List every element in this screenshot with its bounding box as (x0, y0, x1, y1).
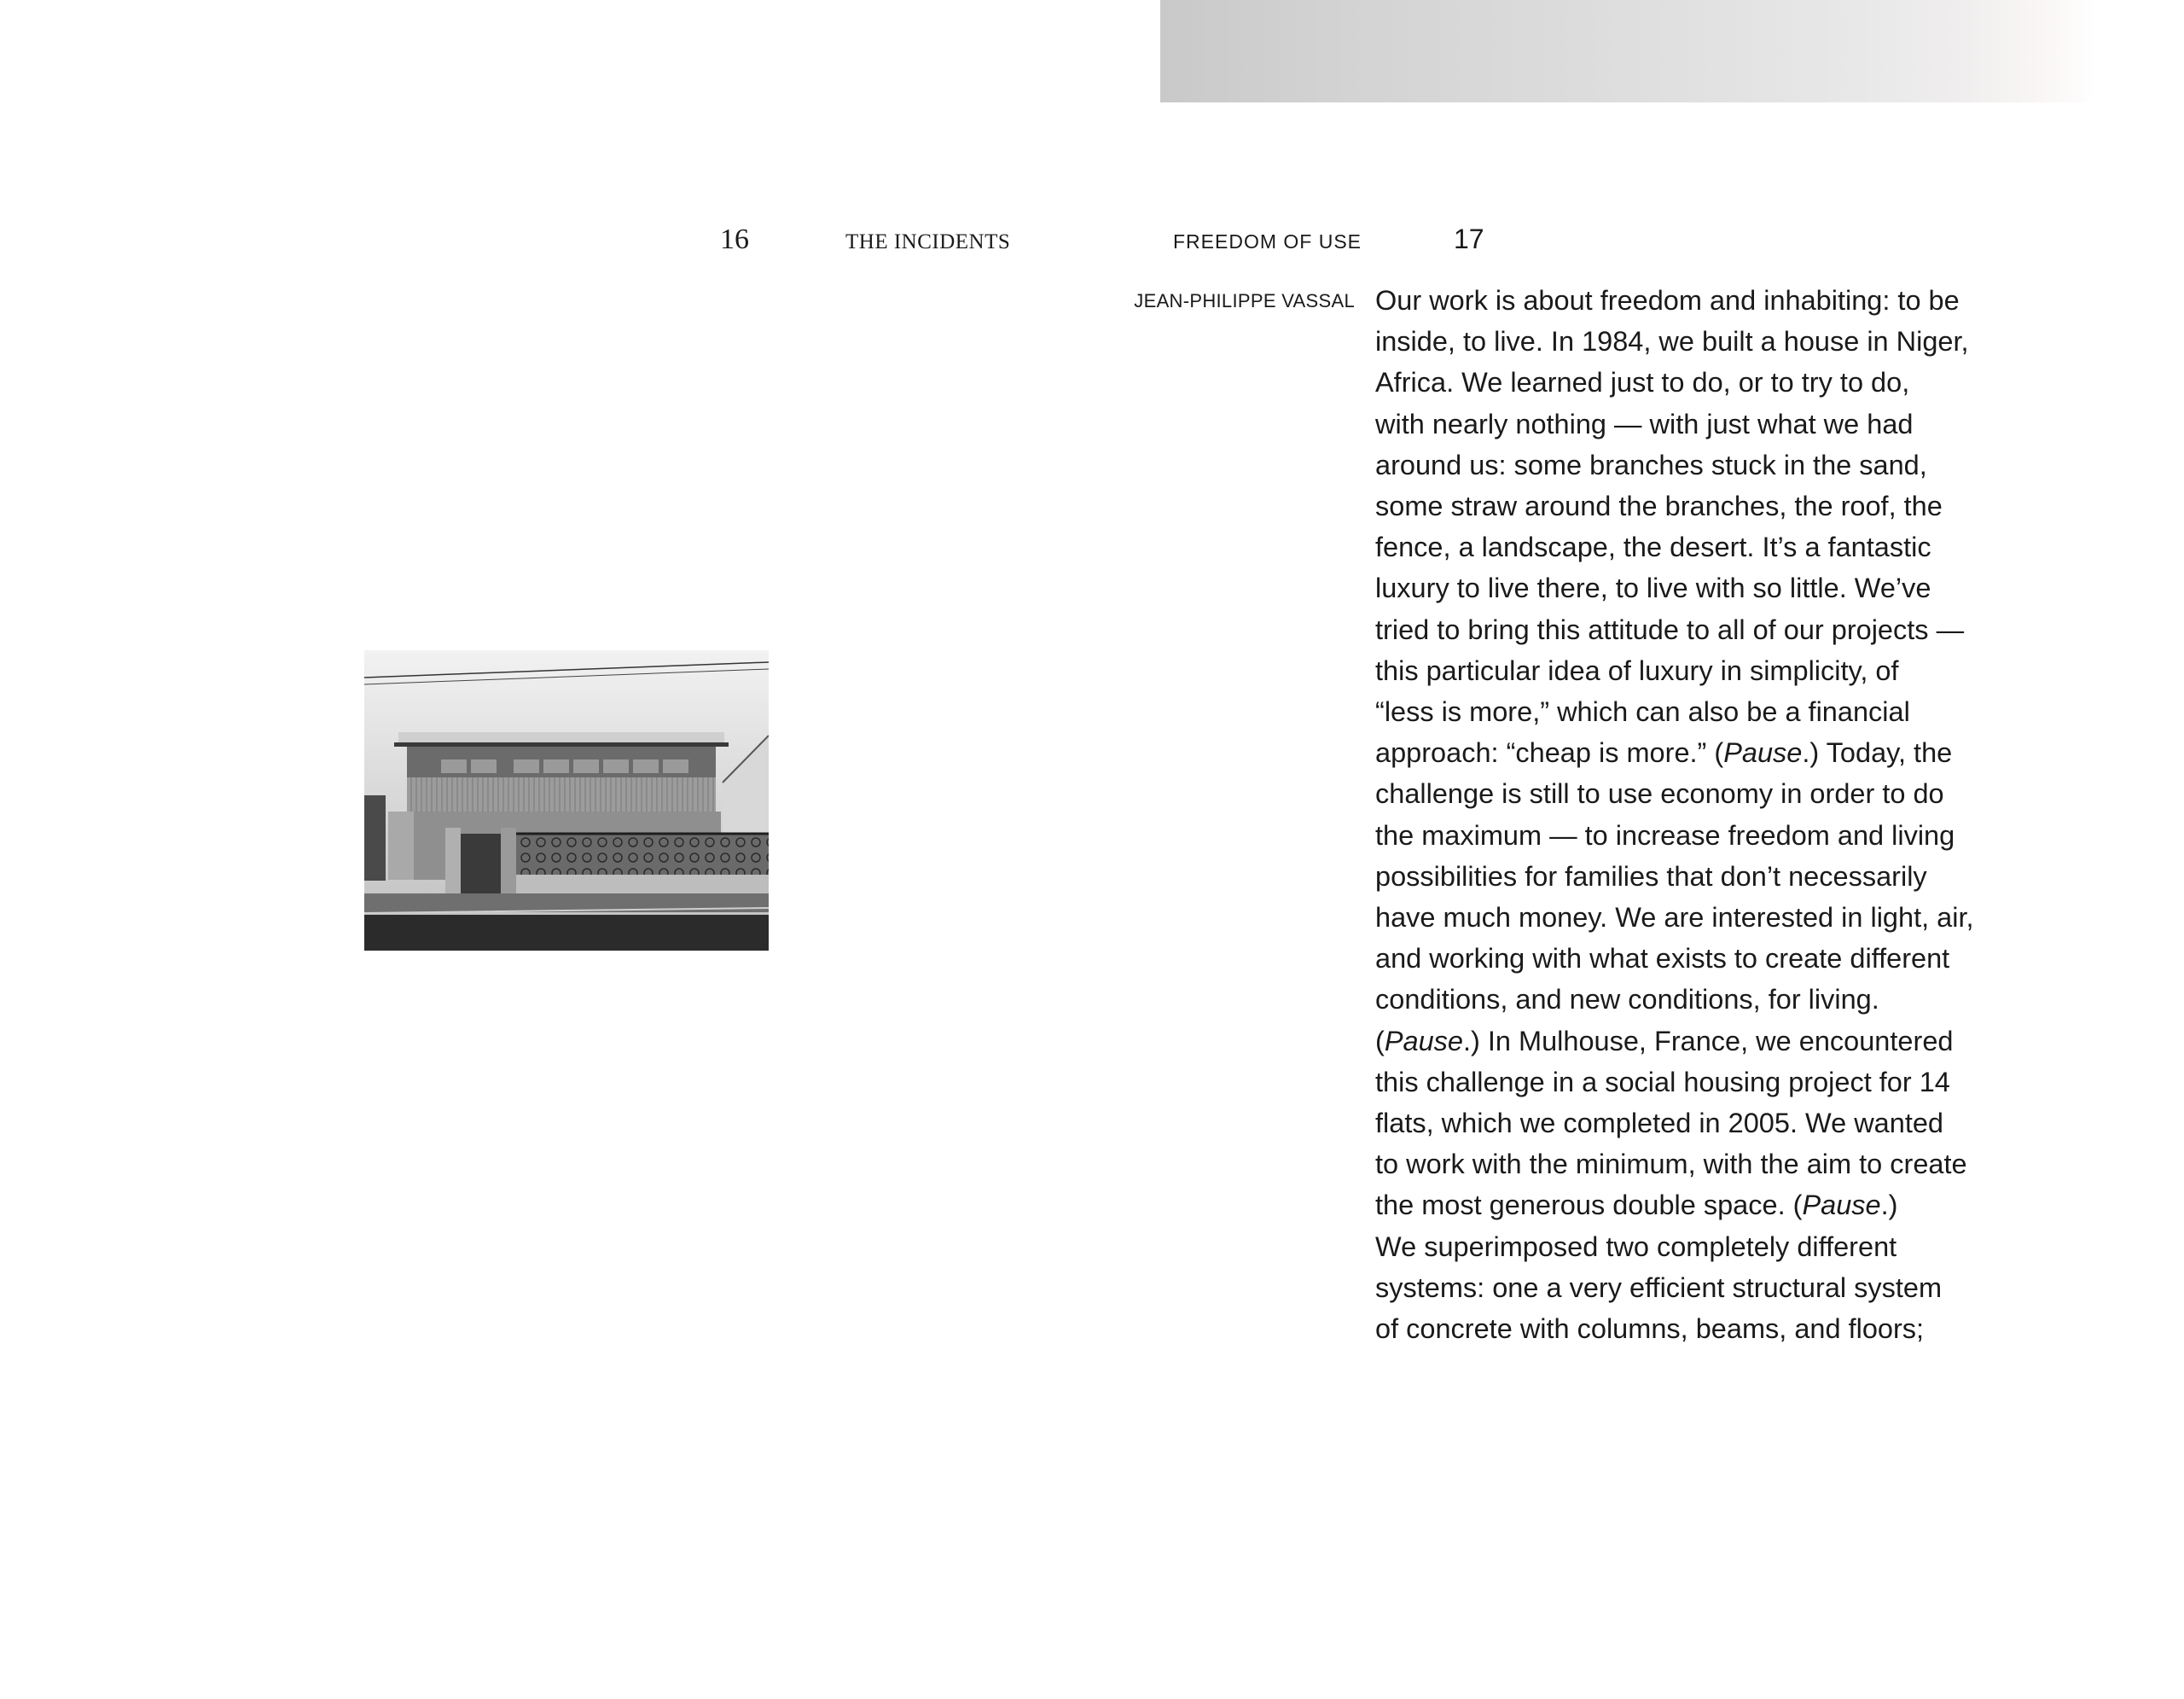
right-running-title: FREEDOM OF USE (1173, 230, 1362, 253)
text-line: of concrete with columns, beams, and floors; (1375, 1313, 1925, 1345)
text-line: systems: one a very efficient structural system (1375, 1271, 1943, 1303)
text-run: the most generous double space. ( (1375, 1190, 1803, 1221)
text-line: to work with the minimum, with the aim to create (1375, 1149, 1967, 1180)
text-run: .) In Mulhouse, France, we encountered (1462, 1025, 1954, 1056)
text-run: .) Today, the (1802, 737, 1953, 769)
text-line: “less is more,” which can also be a financial (1375, 696, 1910, 728)
building-photo (364, 650, 769, 951)
building-photo-illustration (364, 650, 769, 951)
right-page-number: 17 (1454, 224, 1484, 254)
text-line: and working with what exists to create different (1375, 943, 1950, 975)
italic-pause: Pause (1723, 737, 1803, 769)
text-line: luxury to live there, to live with so little. We’ve (1375, 573, 1931, 604)
text-line: inside, to live. In 1984, we built a house in Niger, (1375, 326, 1969, 358)
text-run: approach: “cheap is more.” ( (1375, 737, 1724, 769)
text-line: around us: some branches stuck in the sand, (1375, 449, 1927, 480)
text-line (1375, 1184, 2007, 1225)
text-line: this particular idea of luxury in simplicity, of (1375, 655, 1899, 686)
text-run: ( (1375, 1025, 1385, 1056)
italic-pause: Pause (1384, 1025, 1463, 1056)
text-line: Africa. We learned just to do, or to try to do, (1375, 367, 1910, 399)
text-line: have much money. We are interested in light, air, (1375, 902, 1974, 934)
text-line: fence, a landscape, the desert. It’s a fantastic (1375, 532, 1931, 563)
text-line: this challenge in a social housing project for 14 (1375, 1066, 1950, 1097)
text-line: We superimposed two completely different (1375, 1231, 1897, 1262)
italic-pause: Pause (1802, 1190, 1881, 1221)
text-line: the maximum — to increase freedom and living (1375, 819, 1955, 851)
decorative-gradient-bar (1160, 0, 2095, 102)
left-running-title: THE INCIDENTS (845, 230, 1011, 253)
text-line: Our work is about freedom and inhabiting: to be (1375, 285, 1960, 316)
text-line: possibilities for families that don’t necessarily (1375, 860, 1927, 892)
text-line (1375, 732, 2007, 773)
text-run: .) (1880, 1190, 1898, 1221)
text-line: challenge is still to use economy in order to do (1375, 778, 1944, 810)
text-line: some straw around the branches, the roof, the (1375, 491, 1943, 522)
text-line: tried to bring this attitude to all of our projects — (1375, 614, 1965, 645)
text-line: with nearly nothing — with just what we had (1375, 408, 1914, 439)
text-line (1375, 1021, 2007, 1062)
text-line: flats, which we completed in 2005. We wanted (1375, 1108, 1944, 1139)
text-line: conditions, and new conditions, for living. (1375, 984, 1879, 1015)
left-page-number: 16 (720, 224, 749, 255)
speaker-name: JEAN-PHILIPPE VASSAL (1134, 290, 1355, 311)
body-text (1375, 280, 2007, 1349)
